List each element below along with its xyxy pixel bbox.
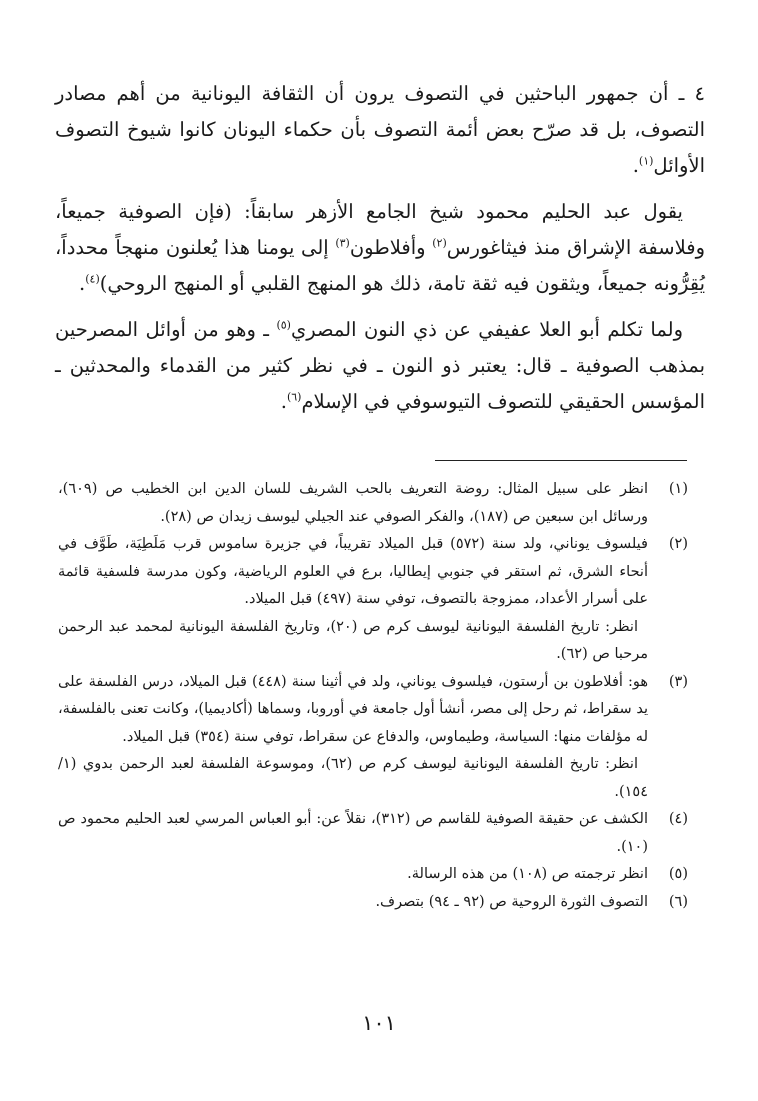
paragraph-1: ٤ ـ أن جمهور الباحثين في التصوف يرون أن الثقافة اليونانية من أهم مصادر التصوف، بل قد صرّح بعض أئمة التصوف بأن حكماء اليونان كانوا شيوخ التصوف الأوائل$^{(١)}$. [55, 82, 705, 177]
footnote-2-source: انظر: تاريخ الفلسفة اليونانية ليوسف كرم ص (٢٠)، وتاريخ الفلسفة اليونانية لمحمد عبد الرحمن مرحبا ص (٦٢). [58, 618, 648, 662]
footnote-5 [58, 861, 688, 889]
footnote-2 [58, 531, 688, 614]
footnote-ref-2[interactable]: (٢) [432, 236, 447, 250]
footnote-number: (٥) [668, 866, 688, 882]
footnote-number: (٣) [668, 673, 688, 690]
main-text [55, 76, 705, 420]
footnote-ref-6[interactable]: (٦) [286, 390, 302, 404]
footnote-number: (١) [668, 481, 688, 497]
footnote-number: (٦) [668, 893, 688, 910]
footnote-1 [58, 476, 688, 531]
paragraph-2: يقول عبد الحليم محمود شيخ الجامع الأزهر سابقاً: (فإن الصوفية جميعاً، وفلاسفة الإشراق منذ فيثاغورس$^{(٢)}$ وأفلاطون$^{(٣)}$ إلى يومنا هذا يُعلنون منهجاً محدداً، يُقِرُّونه جميعاً، ويثقون فيه ثقة تامة، ذلك هو المنهج القلبي أو المنهج الروحي)$^{(٤)}$. [55, 200, 706, 295]
footnote-text: فيلسوف يوناني، ولد سنة (٥٧٢) قبل الميلاد تقريباً، في جزيرة ساموس قرب مَلَطِيَة، طَوَّف في أنحاء الشرق، ثم استقر في جنوبي إيطاليا، برع في العلوم الرياضية، وكون مدرسة فلسفية قائمة على أسرار الأعداد، ممزوجة بالتصوف، توفي سنة (٤٩٧) قبل الميلاد. [58, 536, 648, 607]
footnote-ref-3[interactable]: (٣) [335, 236, 350, 250]
footnote-3-source: انظر: تاريخ الفلسفة اليونانية ليوسف كرم ص (٦٢)، وموسوعة الفلسفة لعبد الرحمن بدوي (١/ ١٥٤). [58, 756, 648, 800]
footnote-number: (٤) [668, 811, 688, 827]
footnote-separator [435, 460, 687, 461]
footnote-6 [58, 889, 688, 917]
footnote-ref-4[interactable]: (٤) [85, 272, 100, 286]
footnote-text: الكشف عن حقيقة الصوفية للقاسم ص (٣١٢)، نقلاً عن: أبو العباس المرسي لعبد الحليم محمود ص (١٠). [58, 811, 648, 855]
footnote-text: انظر على سبيل المثال: روضة التعريف بالحب الشريف للسان الدين ابن الخطيب ص (٦٠٩)، ورسائل ابن سبعين ص (١٨٧)، والفكر الصوفي عند الجيلي ليوسف زيدان ص (٢٨). [58, 481, 648, 525]
page-number: ١٠١ [362, 1011, 396, 1035]
footnote-3 [58, 669, 688, 752]
footnote-number: (٢) [668, 536, 688, 552]
footnote-ref-1[interactable]: (١) [638, 154, 654, 168]
footnote-text: التصوف الثورة الروحية ص (٩٢ ـ ٩٤) بتصرف. [375, 893, 648, 910]
footnote-ref-5[interactable]: (٥) [276, 318, 291, 332]
paragraph-3: ولما تكلم أبو العلا عفيفي عن ذي النون المصري$^{(٥)}$ ـ وهو من أوائل المصرحين بمذهب الصوفية ـ قال: يعتبر ذو النون ـ في نظر كثير من القدماء والمحدثين ـ المؤسس الحقيقي للتصوف التيوسوفي في الإسلام$^{(٦)}$. [55, 318, 705, 413]
footnotes [58, 476, 688, 916]
footnote-text: هو: أفلاطون بن أرستون، فيلسوف يوناني، ولد في أثينا سنة (٤٤٨) قبل الميلاد، درس الفلسفة على يد سقراط، ثم رحل إلى مصر، أنشأ أول جامعة في أوروبا، وسماها (أكاديميا)، وكانت تعنى بالفلسفة، له مؤلفات منها: السياسة، وطيماوس، والدفاع عن سقراط، توفي سنة (٣٥٤) قبل الميلاد. [58, 673, 649, 745]
footnote-text: انظر ترجمته ص (١٠٨) من هذه الرسالة. [407, 866, 648, 882]
footnote-4 [58, 806, 688, 861]
